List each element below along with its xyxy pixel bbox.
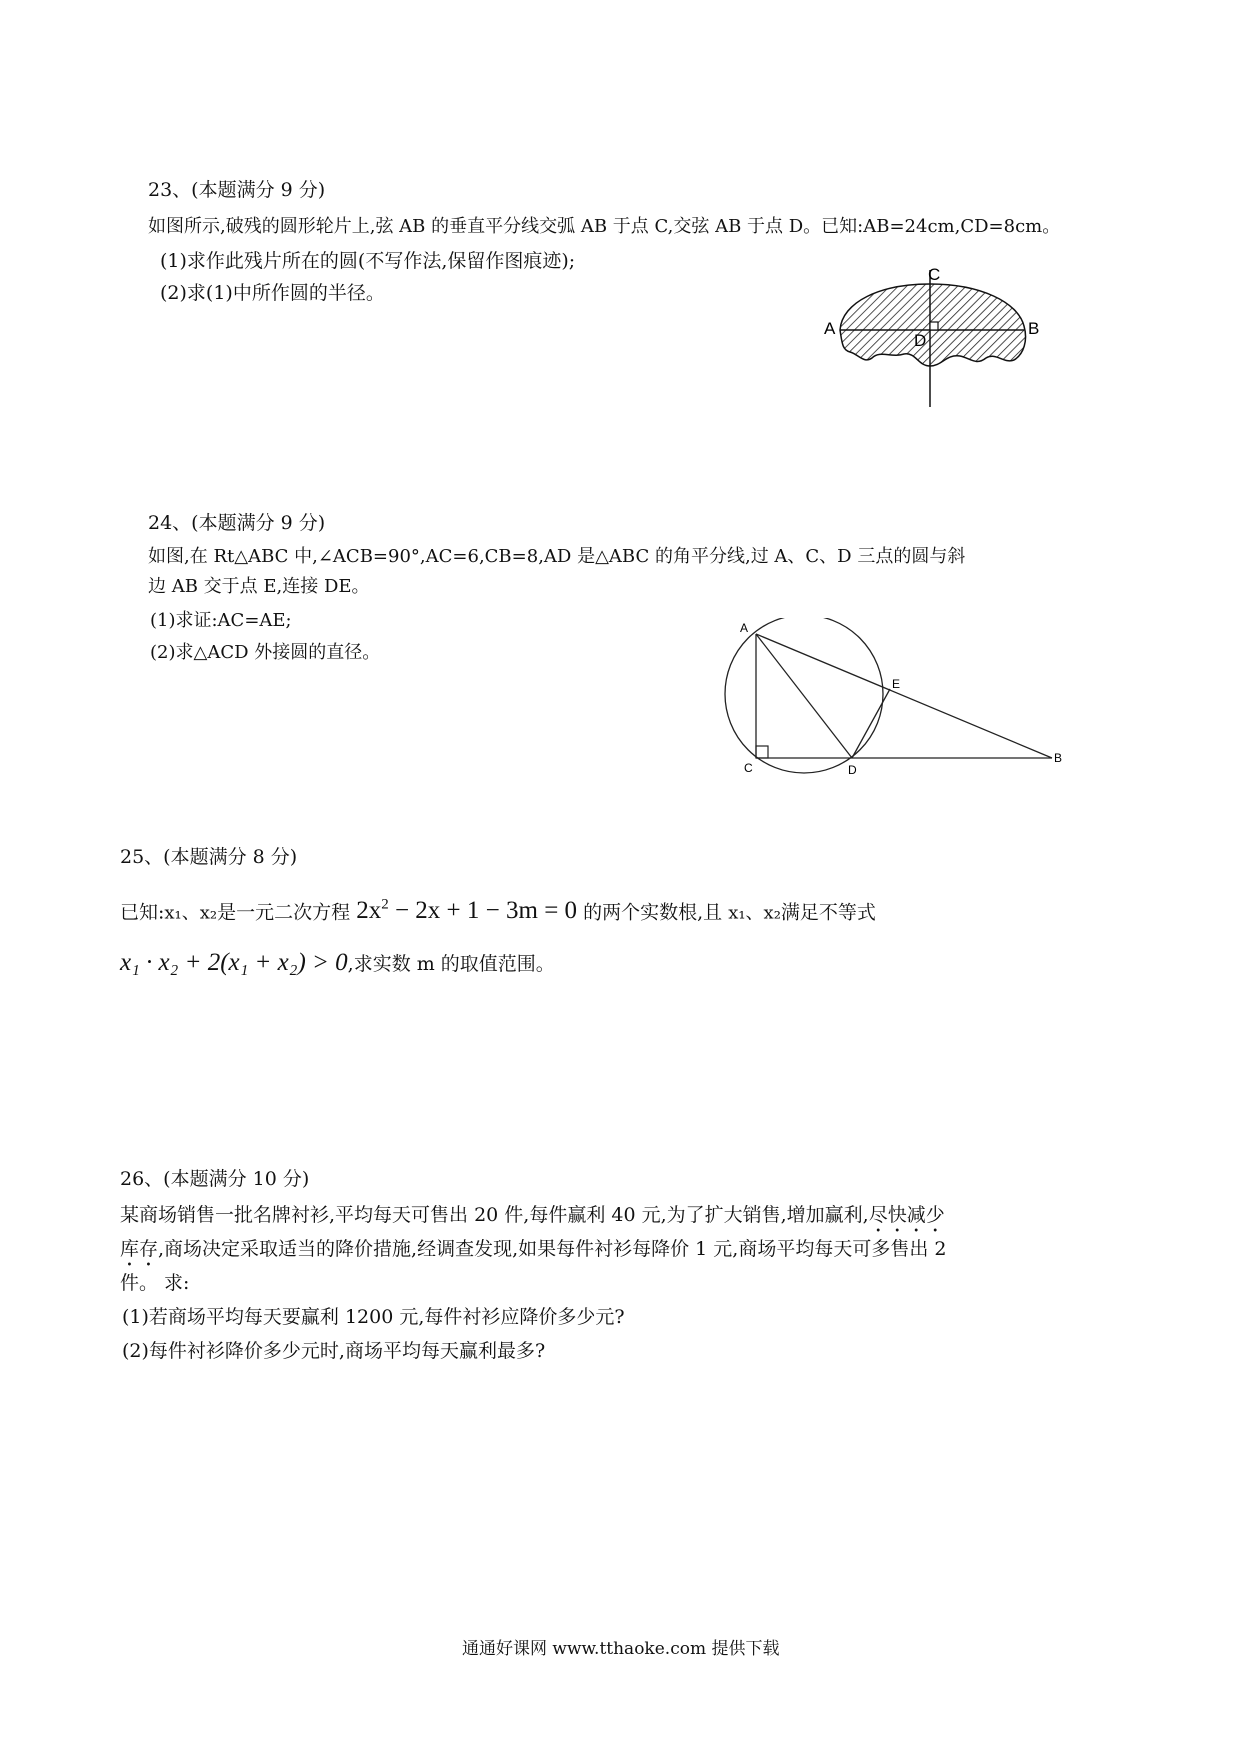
q24-label-b: B xyxy=(1054,751,1063,765)
segment-de xyxy=(852,689,890,758)
q23-sub2: (2)求(1)中所作圆的半径。 xyxy=(160,282,385,304)
q25-tail: 满足不等式 xyxy=(780,901,876,924)
right-angle-mark xyxy=(756,746,768,758)
q25-mid: 是一元二次方程 xyxy=(217,901,351,924)
q24-triangle-circle-figure xyxy=(722,618,1072,778)
q26-header: 26、(本题满分 10 分) xyxy=(120,1168,310,1190)
q25-inequality: x₁ · x₂ + 2(x₁ + x₂) > 0 xyxy=(120,949,348,976)
segment-ad xyxy=(756,634,852,758)
q26-line1 xyxy=(120,1200,945,1237)
q23-header: 23、(本题满分 9 分) xyxy=(148,179,326,201)
q23-label-a: A xyxy=(824,319,836,338)
q24-line1: 如图,在 Rt△ABC 中,∠ACB=90°,AC=6,CB=8,AD 是△ABC 的角平分线,过 A、C、D 三点的圆与斜 xyxy=(148,546,966,567)
segment-ab xyxy=(756,634,1052,758)
q26-line2b: ,商场决定采取适当的降价措施,经调查发现,如果每件衬衫每降价 1 元,商场平均每天可多售出 2 xyxy=(158,1238,947,1260)
q25-suffix: 的两个实数根,且 xyxy=(583,901,723,924)
q26-line1b-emphasis: 尽快减少 xyxy=(868,1204,945,1226)
right-angle-mark xyxy=(930,322,938,330)
q25-line2 xyxy=(120,948,555,979)
q23-sub1: (1)求作此残片所在的圆(不写作法,保留作图痕迹); xyxy=(160,250,576,272)
q25-equation: $2x^2 - 2x + 1 - 3m = 0$ xyxy=(356,897,578,925)
q23-label-b: B xyxy=(1028,319,1040,338)
q26-sub2: (2)每件衬衫降价多少元时,商场平均每天赢利最多? xyxy=(122,1340,546,1362)
q26-sub1: (1)若商场平均每天要赢利 1200 元,每件衬衫应降价多少元? xyxy=(122,1306,625,1328)
q24-sub2: (2)求△ACD 外接圆的直径。 xyxy=(150,642,381,663)
q23-broken-wheel-figure xyxy=(820,262,1050,412)
q24-label-d: D xyxy=(848,763,857,777)
q26-line2a-emphasis: 库存 xyxy=(120,1238,159,1260)
q25-ask: ,求实数 m 的取值范围。 xyxy=(347,953,555,975)
q25-prefix: 已知: xyxy=(120,901,165,924)
q25-header: 25、(本题满分 8 分) xyxy=(120,846,298,868)
q24-line2: 边 AB 交于点 E,连接 DE。 xyxy=(148,576,370,597)
page-footer: 通通好课网 www.tthaoke.com 提供下载 xyxy=(462,1639,780,1659)
q24-label-c: C xyxy=(744,761,753,775)
q24-label-e: E xyxy=(892,677,901,691)
q23-label-d: D xyxy=(914,331,927,350)
q23-label-c: C xyxy=(928,265,941,284)
q26-line1a: 某商场销售一批名牌衬衫,平均每天可售出 20 件,每件赢利 40 元,为了扩大销售,增加赢利, xyxy=(120,1204,869,1226)
q26-line2 xyxy=(120,1234,946,1271)
q25-roots-b: x₁、x₂ xyxy=(728,902,781,924)
q25-roots-a: x₁、x₂ xyxy=(164,902,218,924)
q24-label-a: A xyxy=(740,621,749,635)
q24-header: 24、(本题满分 9 分) xyxy=(148,512,326,534)
q24-sub1: (1)求证:AC=AE; xyxy=(150,610,292,631)
q26-line3: 件。 求: xyxy=(120,1272,190,1294)
q23-text: 如图所示,破残的圆形轮片上,弦 AB 的垂直平分线交弧 AB 于点 C,交弦 AB 于点 D。已知:AB=24cm,CD=8cm。 xyxy=(148,216,1061,237)
q25-line1 xyxy=(120,890,876,928)
